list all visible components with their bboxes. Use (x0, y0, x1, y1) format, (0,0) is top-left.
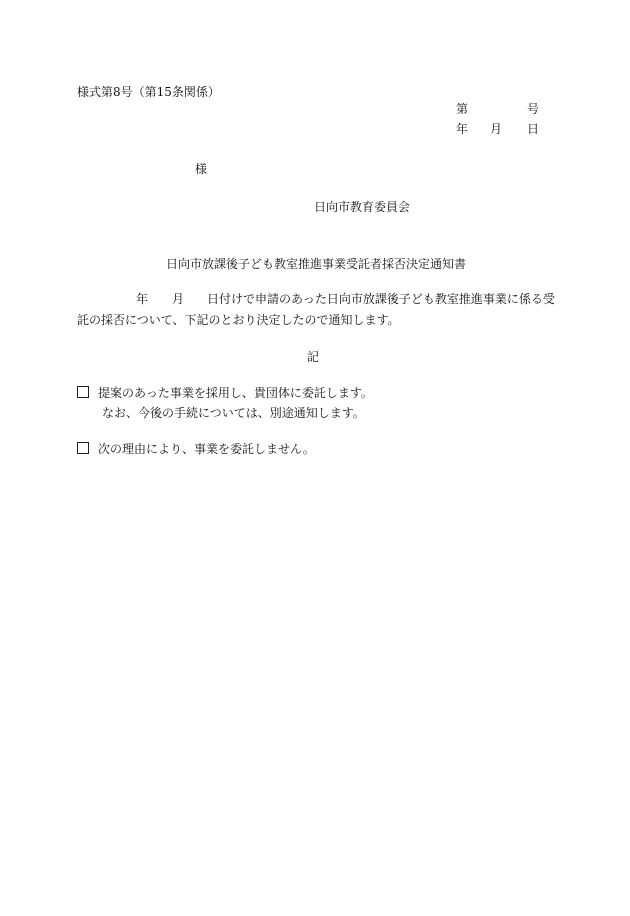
date-day-label: 日 (527, 122, 540, 136)
body-line-1-text: 日付けで申請のあった日向市放課後子ども教室推進事業に係る受 (207, 292, 555, 306)
doc-number-prefix: 第 (456, 102, 469, 116)
body-line-2: 託の採否について、下記のとおり決定したので通知します。 (77, 313, 400, 327)
option-adopt (77, 385, 373, 401)
body-month-label: 月 (172, 292, 185, 306)
document-title: 日向市放課後子ども教室推進事業受託者採否決定通知書 (166, 257, 467, 271)
date-year-label: 年 (456, 122, 469, 136)
checkbox-adopt[interactable] (77, 386, 89, 398)
option-adopt-note: なお、今後の手続については、別途通知します。 (102, 406, 365, 420)
checkbox-reject[interactable] (77, 442, 89, 454)
body-year-label: 年 (136, 292, 149, 306)
option-adopt-text: 提案のあった事業を採用し、貴団体に委託します。 (98, 386, 373, 400)
doc-number-suffix: 号 (527, 102, 540, 116)
date-month-label: 月 (490, 122, 503, 136)
option-reject-text: 次の理由により、事業を委託しません。 (98, 442, 315, 456)
option-reject (77, 441, 315, 457)
ki-heading: 記 (307, 350, 320, 364)
issuer-name: 日向市教育委員会 (314, 200, 411, 214)
addressee-honorific: 様 (195, 162, 208, 176)
form-number-label: 様式第8号（第15条関係） (77, 85, 220, 99)
